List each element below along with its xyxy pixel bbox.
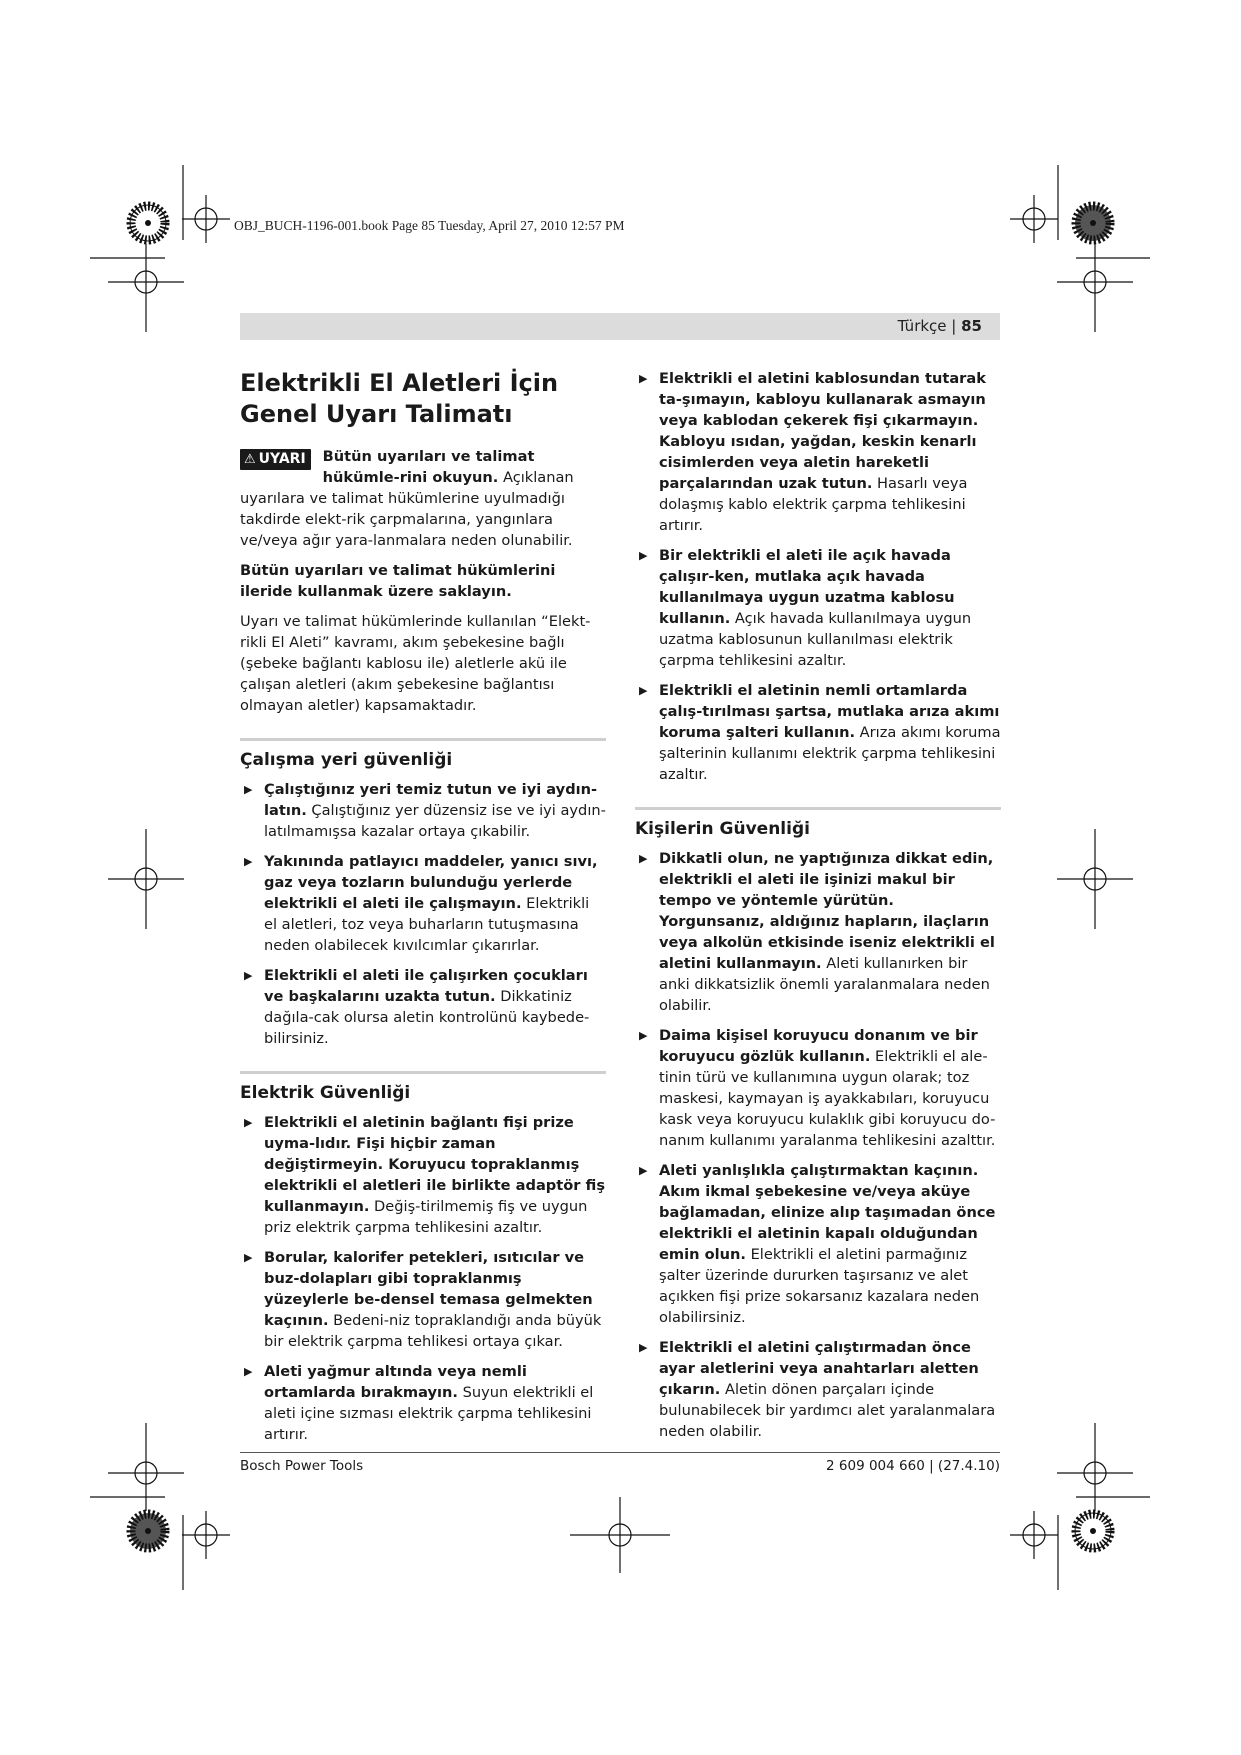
book-info-line: OBJ_BUCH-1196-001.book Page 85 Tuesday, April 27, 2010 12:57 PM [234,218,625,233]
list-item [635,545,1001,671]
list-item [635,368,1001,536]
footer-doc-number: 2 609 004 660 | (27.4.10) [826,1458,1000,1474]
item-text: Aletin dönen parçaları içinde bulunabilecek bir yardımcı alet yaralanmalara neden olabilir. [659,1381,996,1440]
bullet-arrow-icon: ▶ [639,549,648,562]
item-text: Açık havada kullanılmaya uygun uzatma kablosunun kullanılması elektrik çarpma tehlikesini azaltır. [659,610,972,669]
personal-list [635,848,1001,1442]
list-item [240,779,606,842]
footer-rule [240,1452,1000,1453]
list-item [635,1337,1001,1442]
list-item [240,851,606,956]
page-number: 85 [961,317,982,335]
workplace-list [240,779,606,1049]
item-text: Dikkatiniz dağıla-cak olursa aletin kontrolünü kaybede-bilirsiniz. [264,988,590,1047]
bullet-arrow-icon: ▶ [639,1164,648,1177]
item-text: Bedeni-niz topraklandığı anda büyük bir elektrik çarpma tehlikesi ortaya çıkar. [264,1312,602,1350]
warning-badge-label: UYARI [258,451,306,467]
item-bold: Elektrikli el aleti ile çalışırken çocukları ve başkalarını uzakta tutun. [264,967,588,1005]
item-text: Değiş-tirilmemiş fiş ve uygun priz elektrik çarpma tehlikesini azaltır. [264,1198,588,1236]
main-title: Elektrikli El Aletleri İçin Genel Uyarı Talimatı [240,369,559,428]
warning-triangle-icon: ⚠ [244,452,256,467]
bullet-arrow-icon: ▶ [244,969,253,982]
item-bold: Elektrikli el aletini kablosundan tutarak ta-şımayın, kabloyu kullanarak asmayın veya kablodan çekerek fişi çıkarmayın. Kabloyu ısıdan, yağdan, keskin kenarlı cisimlerden veya aletin hareketli parçalarından uzak tutun. [659,370,986,492]
item-bold: Elektrikli el aletinin bağlantı fişi prize uyma-lıdır. Fişi hiçbir zaman değiştirmeyin. Koruyucu topraklanmış elektrikli el aletleri ile birlikte adaptör fiş kullanmayın. [264,1114,606,1215]
header-separator: | [946,317,962,335]
item-bold: Dikkatli olun, ne yaptığınıza dikkat edin, elektrikli el aleti ile işinizi makul bir tempo ve yöntemle yürütün. Yorgunsanız, aldığınız hapların, ilaçların veya alkolün etkisinde iseniz elektrikli el aletini kullanmayın. [659,850,995,972]
electrical-list [240,1112,606,1445]
item-text: Elektrikli el aletini parmağınız şalter üzerinde dururken taşırsanız ve alet açıkken fişi prize sokarsanız kazalara neden olabilirsiniz. [659,1246,980,1326]
item-bold: Elektrikli el aletinin nemli ortamlarda çalış-tırılması şartsa, mutlaka arıza akımı koruma şalteri kullanın. [659,682,1000,741]
bullet-arrow-icon: ▶ [639,684,648,697]
list-item [635,680,1001,785]
bullet-arrow-icon: ▶ [639,852,648,865]
item-bold: Aleti yağmur altında veya nemli ortamlarda bırakmayın. [264,1363,527,1401]
item-text: Hasarlı veya dolaşmış kablo elektrik çarpma tehlikesini artırır. [659,475,968,534]
header-language: Türkçe [897,317,947,335]
bullet-arrow-icon: ▶ [244,1116,253,1129]
item-bold: Daima kişisel koruyucu donanım ve bir koruyucu gözlük kullanın. [659,1027,978,1065]
warning-bold: Bütün uyarıları ve talimat hükümle-rini okuyun. [322,448,535,486]
item-text: Elektrikli el ale-tinin türü ve kullanımına uygun olarak; toz maskesi, kaymayan iş ayakkabıları, koruyucu kask veya koruyucu kulaklık gibi koruyucu do-nanım kullanımı yaralanma tehlikesini azalttır. [659,1048,996,1149]
bullet-arrow-icon: ▶ [639,1029,648,1042]
list-item [240,1247,606,1352]
bullet-arrow-icon: ▶ [244,1365,253,1378]
footer-publisher: Bosch Power Tools [240,1458,364,1474]
list-item [635,848,1001,1016]
page-header-bar [240,313,1000,340]
list-item [635,1160,1001,1328]
bullet-arrow-icon: ▶ [244,855,253,868]
item-text: Arıza akımı koruma şalterinin kullanımı elektrik çarpma tehlikesini azaltır. [659,724,1001,783]
item-text: Elektrikli el aletleri, toz veya buharların tutuşmasına neden olabilecek kıvılcımlar çıkarırlar. [264,895,590,954]
item-bold: Borular, kalorifer petekleri, ısıtıcılar ve buz-dolapları gibi topraklanmış yüzeylerle be-densel temasa gelmekten kaçının. [264,1249,593,1329]
electrical-list-continued [635,368,1001,785]
list-item [240,1112,606,1238]
list-item [635,1025,1001,1151]
bullet-arrow-icon: ▶ [639,372,648,385]
item-bold: Elektrikli el aletini çalıştırmadan önce ayar aletlerini veya anahtarları aletten çıkarın. [659,1339,979,1398]
section-heading-workplace: Çalışma yeri güvenliği [240,738,606,771]
bullet-arrow-icon: ▶ [639,1341,648,1354]
page-header [898,317,982,335]
list-item [240,1361,606,1445]
warning-text: Açıklanan uyarılara ve talimat hükümlerine uyulmadığı takdirde elekt-rik çarpmalarına, yangınlara ve/veya ağır yara-lanmalara neden olunabilir. [240,469,574,549]
section-heading-personal: Kişilerin Güvenliği [635,807,1001,840]
keep-note: Bütün uyarıları ve talimat hükümlerini ileride kullanmak üzere saklayın. [240,562,556,600]
item-bold: Aleti yanlışlıkla çalıştırmaktan kaçının. Akım ikmal şebekesine ve/veya aküye bağlamadan, elinize alıp taşımadan önce elektrikli el aletinin kapalı olduğundan emin olun. [659,1162,996,1263]
left-column [240,368,606,1454]
right-column [635,368,1001,1451]
bullet-arrow-icon: ▶ [244,1251,253,1264]
warning-block [240,446,606,551]
item-bold: Yakınında patlayıcı maddeler, yanıcı sıvı, gaz veya tozların bulunduğu yerlerde elektrikli el aleti ile çalışmayın. [264,853,598,912]
intro-paragraph: Uyarı ve talimat hükümlerinde kullanılan “Elekt-rikli El Aleti” kavramı, akım şebekesine bağlı (şebeke bağlantı kablosu ile) aletlerle akü ile çalışan aletleri (akım şebekesine bağlantısı olmayan aletler) kapsamaktadır. [240,613,591,714]
warning-badge [240,449,311,470]
item-text: Çalıştığınız yer düzensiz ise ve iyi aydın-latılmamışsa kazalar ortaya çıkabilir. [264,802,606,840]
section-heading-electrical: Elektrik Güvenliği [240,1071,606,1104]
bullet-arrow-icon: ▶ [244,783,253,796]
item-bold: Çalıştığınız yeri temiz tutun ve iyi aydın-latın. [264,781,598,819]
item-text: Suyun elektrikli el aleti içine sızması elektrik çarpma tehlikesini artırır. [264,1384,594,1443]
item-text: Aleti kullanırken bir anki dikkatsizlik önemli yaralanmalara neden olabilir. [659,955,990,1014]
list-item [240,965,606,1049]
item-bold: Bir elektrikli el aleti ile açık havada çalışır-ken, mutlaka açık havada kullanılmaya uygun uzatma kablosu kullanın. [659,547,955,627]
